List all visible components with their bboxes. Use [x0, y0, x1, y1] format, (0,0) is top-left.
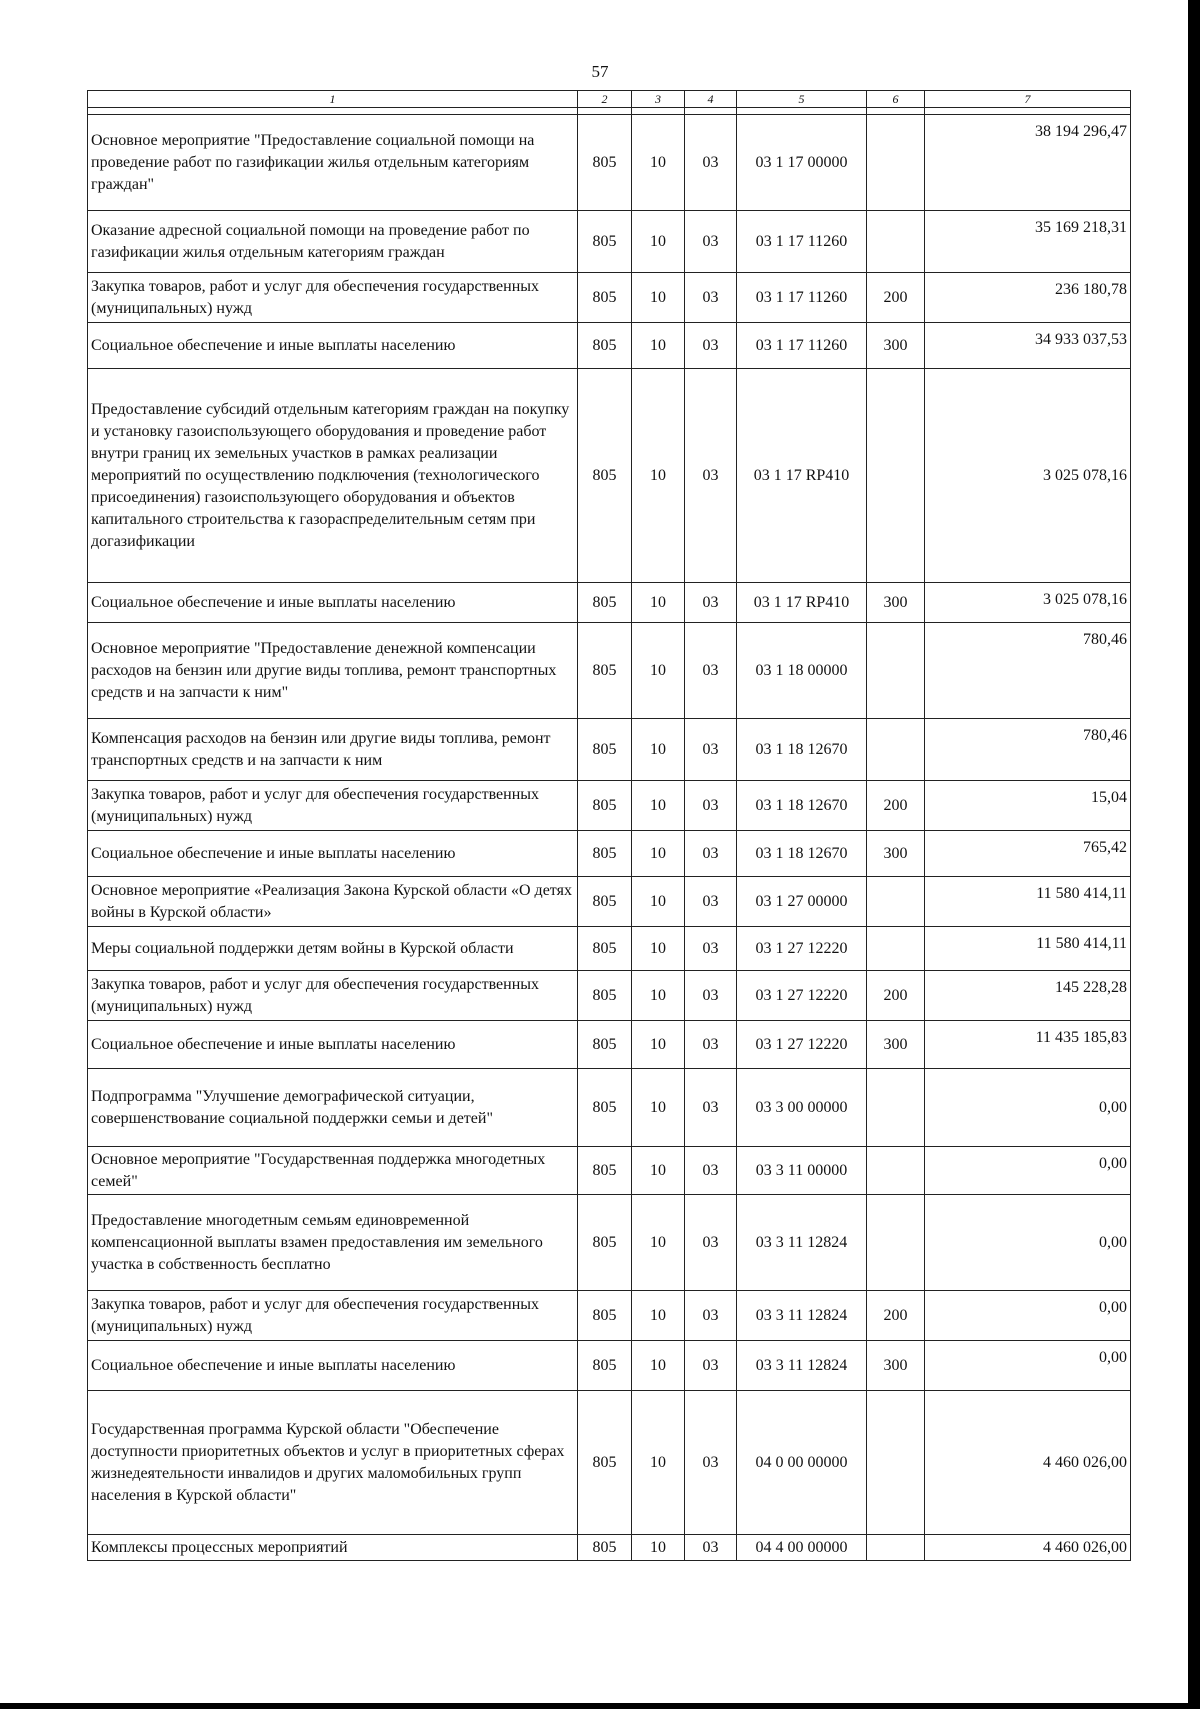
row-name: Основное мероприятие "Предоставление социальной помощи на проведение работ по газификации жилья отдельным категориям граждан"	[88, 115, 578, 211]
table-row	[88, 1341, 1131, 1391]
cell-code: 805	[578, 583, 632, 623]
cell-target-article: 03 3 00 00000	[737, 1069, 867, 1147]
row-name: Социальное обеспечение и иные выплаты населению	[88, 831, 578, 877]
cell-amount: 780,46	[925, 719, 1131, 781]
table-row	[88, 273, 1131, 323]
cell-subsection: 03	[685, 115, 737, 211]
row-name: Закупка товаров, работ и услуг для обеспечения государственных (муниципальных) нужд	[88, 971, 578, 1021]
cell-expense-type	[867, 369, 925, 583]
cell-code: 805	[578, 623, 632, 719]
cell-subsection: 03	[685, 971, 737, 1021]
cell-subsection: 03	[685, 369, 737, 583]
cell-amount: 0,00	[925, 1195, 1131, 1291]
cell-subsection: 03	[685, 623, 737, 719]
scan-edge-right	[1188, 0, 1200, 1709]
table-row	[88, 927, 1131, 971]
table-row	[88, 369, 1131, 583]
cell-section: 10	[632, 1195, 685, 1291]
cell-code: 805	[578, 1195, 632, 1291]
cell-target-article: 03 3 11 12824	[737, 1341, 867, 1391]
cell-target-article: 03 1 17 RP410	[737, 369, 867, 583]
table-row	[88, 623, 1131, 719]
cell-target-article: 03 1 27 12220	[737, 927, 867, 971]
header-cell: 2	[578, 91, 632, 108]
cell-amount: 35 169 218,31	[925, 211, 1131, 273]
row-name: Компенсация расходов на бензин или другие виды топлива, ремонт транспортных средств и на запчасти к ним	[88, 719, 578, 781]
cell-amount: 4 460 026,00	[925, 1391, 1131, 1535]
cell-expense-type: 300	[867, 323, 925, 369]
row-name: Государственная программа Курской области "Обеспечение доступности приоритетных объектов и услуг в приоритетных сферах жизнедеятельности инвалидов и других маломобильных групп населения в Курской области"	[88, 1391, 578, 1535]
cell-code: 805	[578, 927, 632, 971]
cell-code: 805	[578, 1069, 632, 1147]
cell-code: 805	[578, 273, 632, 323]
cell-subsection: 03	[685, 1021, 737, 1069]
table-row	[88, 1069, 1131, 1147]
table-row	[88, 1195, 1131, 1291]
cell-expense-type: 200	[867, 1291, 925, 1341]
row-name: Предоставление многодетным семьям единовременной компенсационной выплаты взамен предоставления им земельного участка в собственность бесплатно	[88, 1195, 578, 1291]
cell-expense-type	[867, 623, 925, 719]
row-name: Закупка товаров, работ и услуг для обеспечения государственных (муниципальных) нужд	[88, 781, 578, 831]
cell-expense-type: 300	[867, 583, 925, 623]
cell-expense-type	[867, 1195, 925, 1291]
cell-amount: 11 435 185,83	[925, 1021, 1131, 1069]
cell-code: 805	[578, 1291, 632, 1341]
cell-target-article: 03 1 18 00000	[737, 623, 867, 719]
cell-amount: 236 180,78	[925, 273, 1131, 323]
cell-subsection: 03	[685, 831, 737, 877]
cell-target-article: 03 1 17 11260	[737, 211, 867, 273]
page-number: 57	[591, 62, 609, 81]
row-name: Основное мероприятие «Реализация Закона Курской области «О детях войны в Курской области»	[88, 877, 578, 927]
cell-subsection: 03	[685, 583, 737, 623]
cell-section: 10	[632, 623, 685, 719]
cell-section: 10	[632, 927, 685, 971]
cell-section: 10	[632, 273, 685, 323]
cell-target-article: 03 1 17 11260	[737, 273, 867, 323]
cell-subsection: 03	[685, 211, 737, 273]
cell-amount: 0,00	[925, 1341, 1131, 1391]
row-name: Основное мероприятие "Предоставление денежной компенсации расходов на бензин или другие виды топлива, ремонт транспортных средств и на запчасти к ним"	[88, 623, 578, 719]
cell-section: 10	[632, 583, 685, 623]
cell-subsection: 03	[685, 323, 737, 369]
cell-subsection: 03	[685, 1291, 737, 1341]
table-row	[88, 1291, 1131, 1341]
cell-section: 10	[632, 369, 685, 583]
header-cell: 4	[685, 91, 737, 108]
row-name: Меры социальной поддержки детям войны в Курской области	[88, 927, 578, 971]
cell-amount: 0,00	[925, 1069, 1131, 1147]
cell-code: 805	[578, 1341, 632, 1391]
table-row	[88, 971, 1131, 1021]
cell-section: 10	[632, 831, 685, 877]
cell-expense-type: 200	[867, 971, 925, 1021]
table-row	[88, 583, 1131, 623]
cell-amount: 11 580 414,11	[925, 927, 1131, 971]
cell-code: 805	[578, 831, 632, 877]
cell-code: 805	[578, 719, 632, 781]
row-name: Социальное обеспечение и иные выплаты населению	[88, 583, 578, 623]
cell-expense-type	[867, 1535, 925, 1561]
cell-target-article: 03 1 17 RP410	[737, 583, 867, 623]
cell-expense-type	[867, 211, 925, 273]
header-cell: 7	[925, 91, 1131, 108]
table-row	[88, 211, 1131, 273]
cell-expense-type: 300	[867, 1021, 925, 1069]
cell-section: 10	[632, 1069, 685, 1147]
cell-amount: 3 025 078,16	[925, 369, 1131, 583]
header-cell: 3	[632, 91, 685, 108]
cell-code: 805	[578, 369, 632, 583]
budget-table	[87, 90, 1131, 1561]
cell-target-article: 03 1 18 12670	[737, 719, 867, 781]
table-row	[88, 831, 1131, 877]
cell-subsection: 03	[685, 719, 737, 781]
cell-target-article: 03 1 18 12670	[737, 831, 867, 877]
table-row	[88, 1391, 1131, 1535]
cell-expense-type: 200	[867, 273, 925, 323]
scan-edge-bottom	[0, 1703, 1200, 1709]
column-number-header	[88, 91, 1131, 108]
cell-code: 805	[578, 1391, 632, 1535]
table-row	[88, 323, 1131, 369]
table-row	[88, 781, 1131, 831]
cell-section: 10	[632, 781, 685, 831]
cell-target-article: 03 1 27 00000	[737, 877, 867, 927]
table-row	[88, 1147, 1131, 1195]
cell-code: 805	[578, 1535, 632, 1561]
table-row	[88, 1535, 1131, 1561]
cell-target-article: 03 3 11 12824	[737, 1195, 867, 1291]
cell-amount: 15,04	[925, 781, 1131, 831]
cell-amount: 0,00	[925, 1147, 1131, 1195]
cell-code: 805	[578, 1021, 632, 1069]
cell-target-article: 03 1 17 11260	[737, 323, 867, 369]
cell-expense-type	[867, 115, 925, 211]
row-name: Социальное обеспечение и иные выплаты населению	[88, 323, 578, 369]
cell-section: 10	[632, 211, 685, 273]
cell-amount: 780,46	[925, 623, 1131, 719]
cell-subsection: 03	[685, 1341, 737, 1391]
cell-code: 805	[578, 323, 632, 369]
cell-section: 10	[632, 719, 685, 781]
cell-amount: 38 194 296,47	[925, 115, 1131, 211]
cell-subsection: 03	[685, 927, 737, 971]
cell-target-article: 03 1 27 12220	[737, 971, 867, 1021]
header-cell: 6	[867, 91, 925, 108]
cell-target-article: 03 3 11 12824	[737, 1291, 867, 1341]
table-row	[88, 719, 1131, 781]
cell-amount: 3 025 078,16	[925, 583, 1131, 623]
cell-expense-type	[867, 877, 925, 927]
cell-subsection: 03	[685, 781, 737, 831]
cell-amount: 0,00	[925, 1291, 1131, 1341]
header-gap-row	[88, 108, 1131, 115]
cell-section: 10	[632, 1291, 685, 1341]
cell-section: 10	[632, 971, 685, 1021]
cell-section: 10	[632, 1147, 685, 1195]
cell-amount: 4 460 026,00	[925, 1535, 1131, 1561]
cell-target-article: 03 1 17 00000	[737, 115, 867, 211]
table-row	[88, 1021, 1131, 1069]
cell-amount: 34 933 037,53	[925, 323, 1131, 369]
cell-expense-type	[867, 1391, 925, 1535]
cell-expense-type: 300	[867, 831, 925, 877]
cell-section: 10	[632, 877, 685, 927]
row-name: Предоставление субсидий отдельным категориям граждан на покупку и установку газоиспользующего оборудования и проведение работ внутри границ их земельных участков в рамках реализации мероприятий по осуществлению подключения (технологического присоединения) газоиспользующего оборудования и объектов капитального строительства к газораспределительным сетям при догазификации	[88, 369, 578, 583]
cell-expense-type	[867, 1069, 925, 1147]
row-name: Социальное обеспечение и иные выплаты населению	[88, 1341, 578, 1391]
cell-expense-type: 300	[867, 1341, 925, 1391]
row-name: Закупка товаров, работ и услуг для обеспечения государственных (муниципальных) нужд	[88, 273, 578, 323]
row-name: Социальное обеспечение и иные выплаты населению	[88, 1021, 578, 1069]
cell-target-article: 03 1 27 12220	[737, 1021, 867, 1069]
cell-code: 805	[578, 211, 632, 273]
table-row	[88, 877, 1131, 927]
row-name: Комплексы процессных мероприятий	[88, 1535, 578, 1561]
cell-subsection: 03	[685, 1195, 737, 1291]
cell-subsection: 03	[685, 1147, 737, 1195]
row-name: Основное мероприятие "Государственная поддержка многодетных семей"	[88, 1147, 578, 1195]
cell-subsection: 03	[685, 877, 737, 927]
cell-expense-type	[867, 927, 925, 971]
header-cell: 5	[737, 91, 867, 108]
table-row	[88, 115, 1131, 211]
cell-target-article: 04 0 00 00000	[737, 1391, 867, 1535]
row-name: Закупка товаров, работ и услуг для обеспечения государственных (муниципальных) нужд	[88, 1291, 578, 1341]
cell-code: 805	[578, 115, 632, 211]
cell-target-article: 04 4 00 00000	[737, 1535, 867, 1561]
cell-target-article: 03 3 11 00000	[737, 1147, 867, 1195]
cell-amount: 145 228,28	[925, 971, 1131, 1021]
cell-code: 805	[578, 877, 632, 927]
cell-section: 10	[632, 1341, 685, 1391]
cell-subsection: 03	[685, 273, 737, 323]
cell-subsection: 03	[685, 1535, 737, 1561]
cell-amount: 765,42	[925, 831, 1131, 877]
row-name: Оказание адресной социальной помощи на проведение работ по газификации жилья отдельным категориям граждан	[88, 211, 578, 273]
cell-section: 10	[632, 1391, 685, 1535]
cell-subsection: 03	[685, 1069, 737, 1147]
row-name: Подпрограмма "Улучшение демографической ситуации, совершенствование социальной поддержки семьи и детей"	[88, 1069, 578, 1147]
cell-code: 805	[578, 971, 632, 1021]
cell-expense-type	[867, 1147, 925, 1195]
cell-subsection: 03	[685, 1391, 737, 1535]
cell-section: 10	[632, 115, 685, 211]
cell-expense-type: 200	[867, 781, 925, 831]
cell-section: 10	[632, 1535, 685, 1561]
cell-section: 10	[632, 1021, 685, 1069]
cell-code: 805	[578, 1147, 632, 1195]
cell-target-article: 03 1 18 12670	[737, 781, 867, 831]
header-cell: 1	[88, 91, 578, 108]
cell-expense-type	[867, 719, 925, 781]
cell-code: 805	[578, 781, 632, 831]
cell-amount: 11 580 414,11	[925, 877, 1131, 927]
cell-section: 10	[632, 323, 685, 369]
